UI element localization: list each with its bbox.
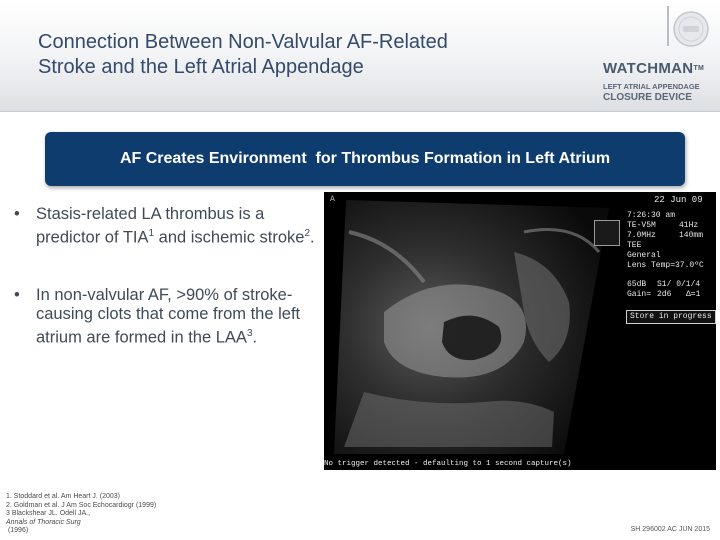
headline-banner: [45, 132, 685, 186]
slide-title: [38, 30, 578, 80]
brand-tagline-2: CLOSURE DEVICE: [603, 92, 692, 103]
company-seal-icon: [671, 9, 711, 49]
echocardiogram-image: [324, 192, 716, 470]
reference-2: 2. Goldman et al. J Am Soc Echocardiogr (1999): [6, 501, 157, 509]
bullet-marker: •: [14, 285, 20, 304]
reference-3: 3 Blackshear JL. Odell JA., Annals of Thoracic Surg (1996): [6, 510, 92, 534]
echo-marker: A: [330, 195, 335, 204]
echo-db: 65dB: [627, 280, 647, 289]
bullet-item-2: • In non-valvular AF, >90% of stroke-causing clots that come from the left atrium are formed in the LAA$^3$.: [14, 285, 301, 346]
echo-mode: TE-V5M: [627, 221, 656, 230]
echo-gain-value: 2d6: [657, 290, 672, 299]
echo-preset: General: [627, 251, 661, 260]
reference-1: 1. Stoddard et al. Am Heart J. (2003): [6, 493, 121, 500]
echo-lens-temp: Lens Temp=37.0ºC: [627, 261, 704, 270]
brand-tagline-1: LEFT ATRIAL APPENDAGE: [603, 82, 700, 91]
echo-probe: TEE: [627, 241, 642, 250]
title-line-1: Connection Between Non-Valvular AF-Related: [38, 31, 448, 53]
echo-frequency: 7.0MHz: [627, 231, 656, 240]
banner-text: AF Creates Environment for Thrombus Formation in Left Atrium: [119, 150, 611, 167]
references: [6, 493, 156, 536]
logo-divider: [667, 6, 669, 46]
header-divider: [0, 111, 720, 112]
probe-orientation-icon: [594, 220, 620, 246]
echo-depth: 140mm: [679, 231, 704, 240]
echo-frame-rate: 41Hz: [679, 221, 699, 230]
bullet-marker: •: [14, 205, 20, 223]
bullet-list: [14, 205, 324, 347]
title-line-2: Stroke and the Left Atrial Appendage: [38, 56, 364, 78]
echo-delta: Δ=1: [686, 290, 701, 299]
echo-gain-label: Gain=: [627, 290, 652, 299]
echo-size: S1/ 0/1/4: [657, 280, 701, 289]
echo-date: 22 Jun 09: [654, 195, 703, 205]
document-code: SH 296002 AC JUN 2015: [630, 526, 710, 533]
echo-time: 7:26:30 am: [627, 211, 676, 220]
echo-trigger-message: No trigger detected - defaulting to 1 second capture(s): [324, 460, 572, 468]
echo-store-status: Store in progress: [626, 310, 716, 324]
ultrasound-sector: [324, 192, 716, 470]
bullet-item-1: • Stasis-related LA thrombus is a predictor of TIA$^1$ and ischemic stroke$^2$.: [14, 205, 315, 247]
brand-name: WATCHMAN™: [603, 60, 705, 77]
watchman-logo: [603, 60, 713, 104]
